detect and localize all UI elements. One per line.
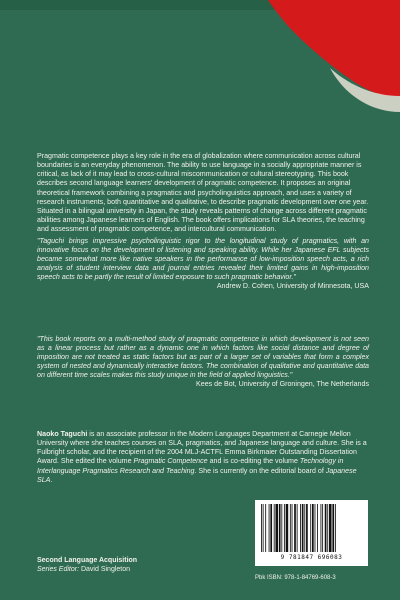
series-title: Second Language Acquisition: [37, 557, 138, 564]
journal-title: Japanese SLA: [37, 466, 357, 484]
author-bio-text: .: [50, 475, 53, 484]
barcode-stripe: [304, 504, 305, 552]
barcode-stripe: [302, 504, 304, 552]
barcode-digits: 9 781847 696083: [280, 554, 343, 561]
barcode-stripe: [286, 504, 289, 552]
barcode-stripe: [275, 504, 278, 552]
barcode-stripe: [332, 504, 334, 552]
isbn: Pbk ISBN: 978-1-84769-608-3: [255, 575, 336, 581]
barcode-stripe: [315, 504, 316, 552]
barcode-stripe: [325, 504, 327, 552]
red-swoosh-graphic: [0, 0, 400, 140]
barcode-stripe: [274, 504, 275, 552]
series-editor-label: Series Editor:: [37, 566, 80, 573]
author-bio: [37, 430, 369, 485]
barcode: [255, 500, 368, 566]
barcode-stripe: [279, 504, 281, 552]
barcode-stripe: [284, 504, 285, 552]
barcode-stripe: [322, 504, 323, 552]
barcode-stripe: [290, 504, 291, 552]
book-title: Technology in Interlanguage Pragmatics Research and Teaching: [37, 457, 344, 475]
book-title: Pragmatic Competence: [133, 457, 208, 466]
series-editor-name: David Singleton: [80, 566, 131, 573]
author-bio-text: . She is currently on the editorial board of: [194, 466, 326, 475]
review-quote: "Taguchi brings impressive psycholinguistic rigor to the longitudinal study of pragmatics, with an innovative focus on the development of listening and speaking ability. While her Japanese EFL subjects became somewhat more like native speakers in the performance of low-imposition speech acts, a rich analysis of student interview data and journal entries revealed their limited gains in high-imposition speech acts to be partly the result of limited exposure to such pragmatic behavior.": [37, 237, 369, 282]
author-bio-text: is an associate professor in the Modern Languages Department at Carnegie Mellon University where she teaches courses on SLA, pragmatics, and Japanese language and culture. She is a Fulbright scholar, and the recipient of the 2004 MLJ-ACTFL Emma Birkmaier Outstanding Dissertation Award. She edited the volume: [37, 430, 367, 466]
book-description: Pragmatic competence plays a key role in the era of globalization where communication across cultural boundaries is an everyday phenomenon. The ability to use language in a socially appropriate manner is critical, as lack of it may lead to cross-cultural miscommunication or cultural stereotyping. This book describes second language learners' development of pragmatic competence. It proposes an original theoretical framework combining a pragmatics and psycholinguistics approach, and uses a variety of research instruments, both quantitative and qualitative, to describe pragmatic development over one year. Situated in a bilingual university in Japan, the study reveals patterns of change across different pragmatic abilities among Japanese learners of English. The book offers implications for SLA theories, the teaching and assessment of pragmatic competence, and intercultural communication.: [37, 152, 369, 234]
barcode-stripe: [297, 504, 298, 552]
barcode-stripe: [294, 504, 296, 552]
author-bio-text: and is co-editing the volume: [207, 457, 300, 466]
barcode-stripe: [329, 504, 332, 552]
barcode-stripe: [335, 504, 336, 552]
barcode-bars: [255, 500, 368, 554]
series-info: [37, 556, 137, 574]
barcode-stripe: [317, 504, 318, 552]
review-attribution: Andrew D. Cohen, University of Minnesota, USA: [216, 282, 369, 291]
barcode-stripe: [270, 504, 272, 552]
author-name: Naoko Taguchi: [37, 430, 88, 438]
review-cohen: [37, 237, 369, 292]
barcode-stripe: [310, 504, 311, 552]
barcode-stripe: [306, 504, 308, 552]
barcode-stripe: [312, 504, 314, 552]
review-attribution: Kees de Bot, University of Groningen, The Netherlands: [196, 380, 369, 389]
barcode-stripe: [269, 504, 270, 552]
barcode-stripe: [292, 504, 293, 552]
barcode-stripe: [327, 504, 328, 552]
barcode-stripe: [261, 504, 262, 552]
barcode-stripe: [265, 504, 266, 552]
series-editor: [37, 565, 137, 574]
review-quote: "This book reports on a multi-method study of pragmatic competence in which development is not seen as a linear process but rather as a dynamic one in which factors like social distance and degree of imposition are not treated as static factors but as part of a larger set of variables that form a complex system of nested and dynamically interactive factors. The combination of qualitative and quantitative data on different time scales makes this study unique in the field of applied linguistics.": [37, 335, 369, 380]
barcode-stripe: [321, 504, 322, 552]
barcode-stripe: [263, 504, 264, 552]
barcode-stripe: [281, 504, 282, 552]
barcode-stripe: [300, 504, 301, 552]
review-de-bot: [37, 335, 369, 390]
